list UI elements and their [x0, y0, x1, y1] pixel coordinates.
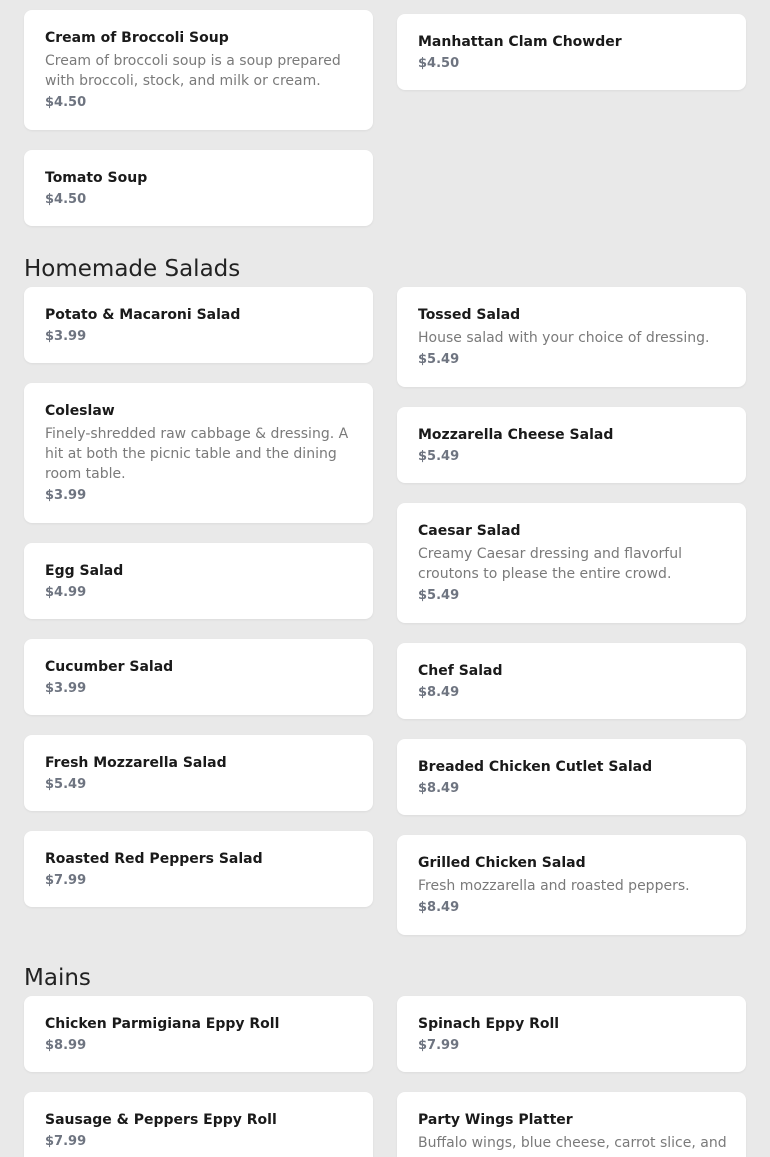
- item-description: House salad with your choice of dressing.: [418, 330, 710, 346]
- item-price: $4.99: [45, 585, 87, 600]
- menu-item-card[interactable]: [397, 407, 746, 483]
- item-description: Finely-shredded raw cabbage & dressing. A hit at both the picnic table and the dining room table.: [45, 426, 349, 482]
- item-price: $7.99: [418, 1038, 460, 1053]
- item-name: Coleslaw: [45, 403, 115, 419]
- item-price: $8.99: [45, 1038, 87, 1053]
- menu-item-card[interactable]: [24, 287, 373, 363]
- item-description: Buffalo wings, blue cheese, carrot slice, and: [418, 1135, 727, 1151]
- menu-item-card[interactable]: [24, 543, 373, 619]
- item-price: $3.99: [45, 329, 87, 344]
- item-description: Creamy Caesar dressing and flavorful croutons to please the entire crowd.: [418, 546, 682, 582]
- menu-item-card[interactable]: [24, 735, 373, 811]
- item-price: $8.49: [418, 900, 460, 915]
- item-price: $3.99: [45, 681, 87, 696]
- item-name: Egg Salad: [45, 563, 124, 579]
- item-price: $5.49: [418, 449, 460, 464]
- menu-item-card[interactable]: [397, 643, 746, 719]
- item-description: Fresh mozzarella and roasted peppers.: [418, 878, 690, 894]
- item-price: $8.49: [418, 781, 460, 796]
- item-price: $4.50: [418, 56, 460, 71]
- item-name: Cream of Broccoli Soup: [45, 30, 229, 46]
- menu-item-card[interactable]: [24, 831, 373, 907]
- menu-item-card[interactable]: [397, 287, 746, 387]
- section-title-mains: Mains: [24, 965, 91, 991]
- item-price: $3.99: [45, 488, 87, 503]
- item-name: Caesar Salad: [418, 523, 521, 539]
- item-name: Party Wings Platter: [418, 1112, 573, 1128]
- item-name: Sausage & Peppers Eppy Roll: [45, 1112, 277, 1128]
- menu-item-card[interactable]: [24, 639, 373, 715]
- item-price: $4.50: [45, 95, 87, 110]
- menu-item-card[interactable]: [24, 996, 373, 1072]
- menu-item-card[interactable]: [24, 150, 373, 226]
- item-price: $5.49: [45, 777, 87, 792]
- menu-item-card[interactable]: [24, 383, 373, 523]
- item-name: Tomato Soup: [45, 170, 148, 186]
- menu-item-card[interactable]: [397, 14, 746, 90]
- item-name: Spinach Eppy Roll: [418, 1016, 560, 1032]
- item-name: Tossed Salad: [418, 307, 521, 323]
- item-name: Mozzarella Cheese Salad: [418, 427, 614, 443]
- menu-item-card[interactable]: [24, 10, 373, 130]
- item-price: $7.99: [45, 873, 87, 888]
- section-title-salads: Homemade Salads: [24, 256, 241, 282]
- item-price: $7.99: [45, 1134, 87, 1149]
- item-price: $5.49: [418, 588, 460, 603]
- menu-item-card[interactable]: [397, 739, 746, 815]
- item-name: Roasted Red Peppers Salad: [45, 851, 263, 867]
- item-name: Breaded Chicken Cutlet Salad: [418, 759, 653, 775]
- menu-item-card[interactable]: [24, 1092, 373, 1157]
- menu-item-card[interactable]: [397, 835, 746, 935]
- menu-item-card[interactable]: [397, 503, 746, 623]
- item-description: Cream of broccoli soup is a soup prepared with broccoli, stock, and milk or cream.: [45, 53, 341, 89]
- item-name: Grilled Chicken Salad: [418, 855, 586, 871]
- item-name: Manhattan Clam Chowder: [418, 34, 622, 50]
- item-price: $4.50: [45, 192, 87, 207]
- item-name: Chef Salad: [418, 663, 503, 679]
- item-name: Cucumber Salad: [45, 659, 174, 675]
- item-price: $5.49: [418, 352, 460, 367]
- menu-item-card[interactable]: [397, 996, 746, 1072]
- item-name: Fresh Mozzarella Salad: [45, 755, 227, 771]
- item-name: Chicken Parmigiana Eppy Roll: [45, 1016, 280, 1032]
- menu-item-card[interactable]: [397, 1092, 746, 1157]
- item-name: Potato & Macaroni Salad: [45, 307, 241, 323]
- item-price: $8.49: [418, 685, 460, 700]
